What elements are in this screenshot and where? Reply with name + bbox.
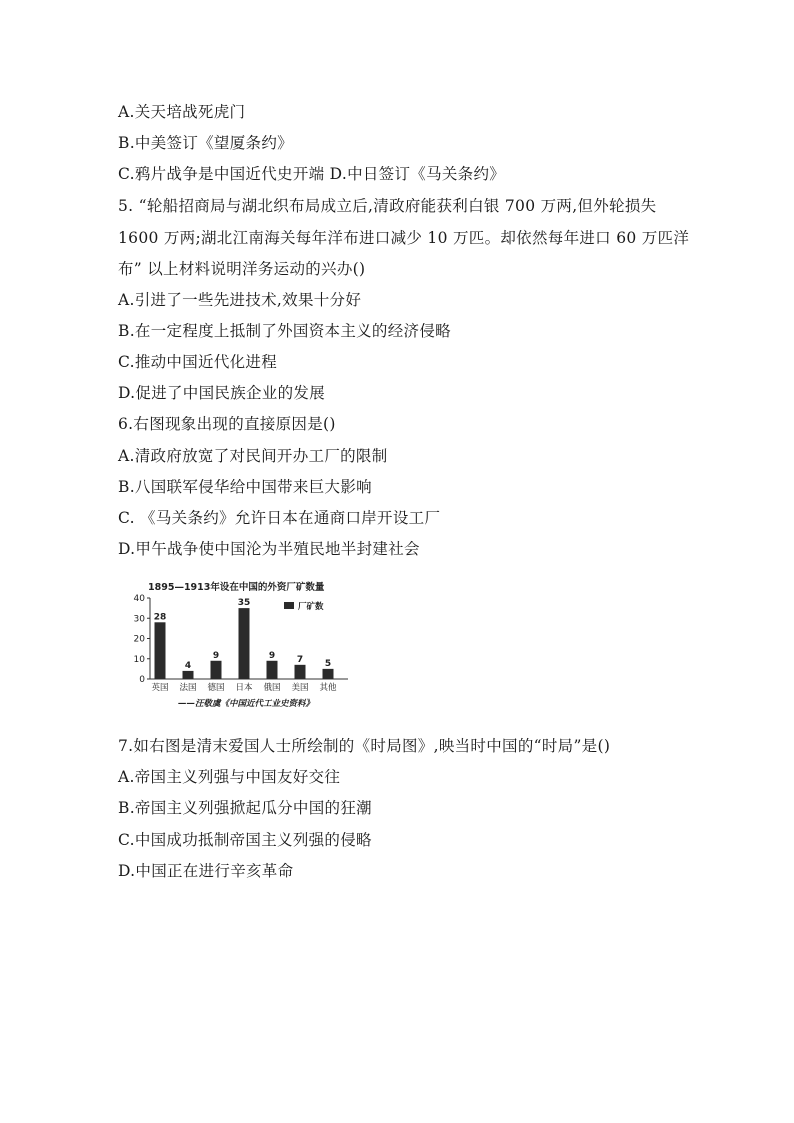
option-7d: D.中国正在进行辛亥革命 (118, 862, 294, 880)
bar-value-label: 35 (237, 598, 251, 609)
bar (155, 622, 166, 679)
category-label: 美国 (291, 683, 309, 693)
question-5-line-1: 5. “轮船招商局与湖北织布局成立后,清政府能获利白银 700 万两,但外轮损失 (118, 197, 657, 215)
question-6: 6.右图现象出现的直接原因是() (118, 415, 336, 433)
bar (267, 661, 278, 679)
bar-value-label: 7 (296, 654, 304, 665)
bar-value-label: 28 (153, 612, 167, 623)
y-tick-label: 40 (133, 594, 145, 604)
legend-swatch (284, 602, 294, 609)
option-4b: B.中美签订《望厦条约》 (118, 134, 293, 152)
category-label: 英国 (151, 683, 169, 693)
chart-title: 1895—1913年设在中国的外资厂矿数量 (148, 582, 325, 593)
category-label: 法国 (179, 683, 197, 693)
question-5-line-2: 1600 万两;湖北江南海关每年洋布进口减少 10 万匹。却依然每年进口 60 万匹洋 (118, 229, 690, 247)
category-label: 其他 (319, 683, 337, 693)
option-7a: A.帝国主义列强与中国友好交往 (118, 768, 341, 786)
option-5c: C.推动中国近代化进程 (118, 353, 278, 371)
option-6d: D.甲午战争使中国沦为半殖民地半封建社会 (118, 540, 420, 558)
category-label: 德国 (207, 683, 225, 693)
option-4cd: C.鸦片战争是中国近代史开端 D.中日签订《马关条约》 (118, 165, 506, 183)
question-7: 7.如右图是清末爱国人士所绘制的《时局图》,映当时中国的“时局”是() (118, 737, 611, 755)
y-tick-label: 10 (133, 654, 145, 665)
y-ticks (134, 594, 150, 685)
foreign-factories-bar-chart (118, 576, 358, 712)
option-5a: A.引进了一些先进技术,效果十分好 (118, 291, 362, 309)
option-4a: A.关天培战死虎门 (118, 103, 246, 121)
category-label: 日本 (235, 683, 253, 693)
bar (295, 665, 306, 679)
option-5d: D.促进了中国民族企业的发展 (118, 384, 326, 402)
option-5b: B.在一定程度上抵制了外国资本主义的经济侵略 (118, 322, 451, 340)
bar (211, 661, 222, 679)
legend-label: 厂矿数 (298, 602, 324, 612)
option-6b: B.八国联军侵华给中国带来巨大影响 (118, 478, 372, 496)
category-label: 俄国 (263, 683, 281, 693)
bar-value-label: 9 (268, 650, 276, 661)
y-tick-label: 0 (139, 675, 145, 685)
bar (183, 671, 194, 679)
y-tick-label: 20 (133, 634, 145, 645)
option-7b: B.帝国主义列强掀起瓜分中国的狂潮 (118, 799, 372, 817)
question-5-line-3: 布” 以上材料说明洋务运动的兴办() (118, 260, 366, 278)
chart-source: ——汪敬虞《中国近代工业史资料》 (178, 699, 315, 709)
bar (239, 608, 250, 679)
option-7c: C.中国成功抵制帝国主义列强的侵略 (118, 831, 372, 849)
option-6c: C. 《马关条约》允许日本在通商口岸开设工厂 (118, 509, 441, 527)
bar-value-label: 5 (324, 658, 332, 669)
bar-value-label: 9 (212, 650, 220, 661)
option-6a: A.清政府放宽了对民间开办工厂的限制 (118, 447, 388, 465)
y-tick-label: 30 (133, 614, 145, 625)
bar-value-label: 4 (184, 660, 192, 671)
bar (323, 669, 334, 679)
